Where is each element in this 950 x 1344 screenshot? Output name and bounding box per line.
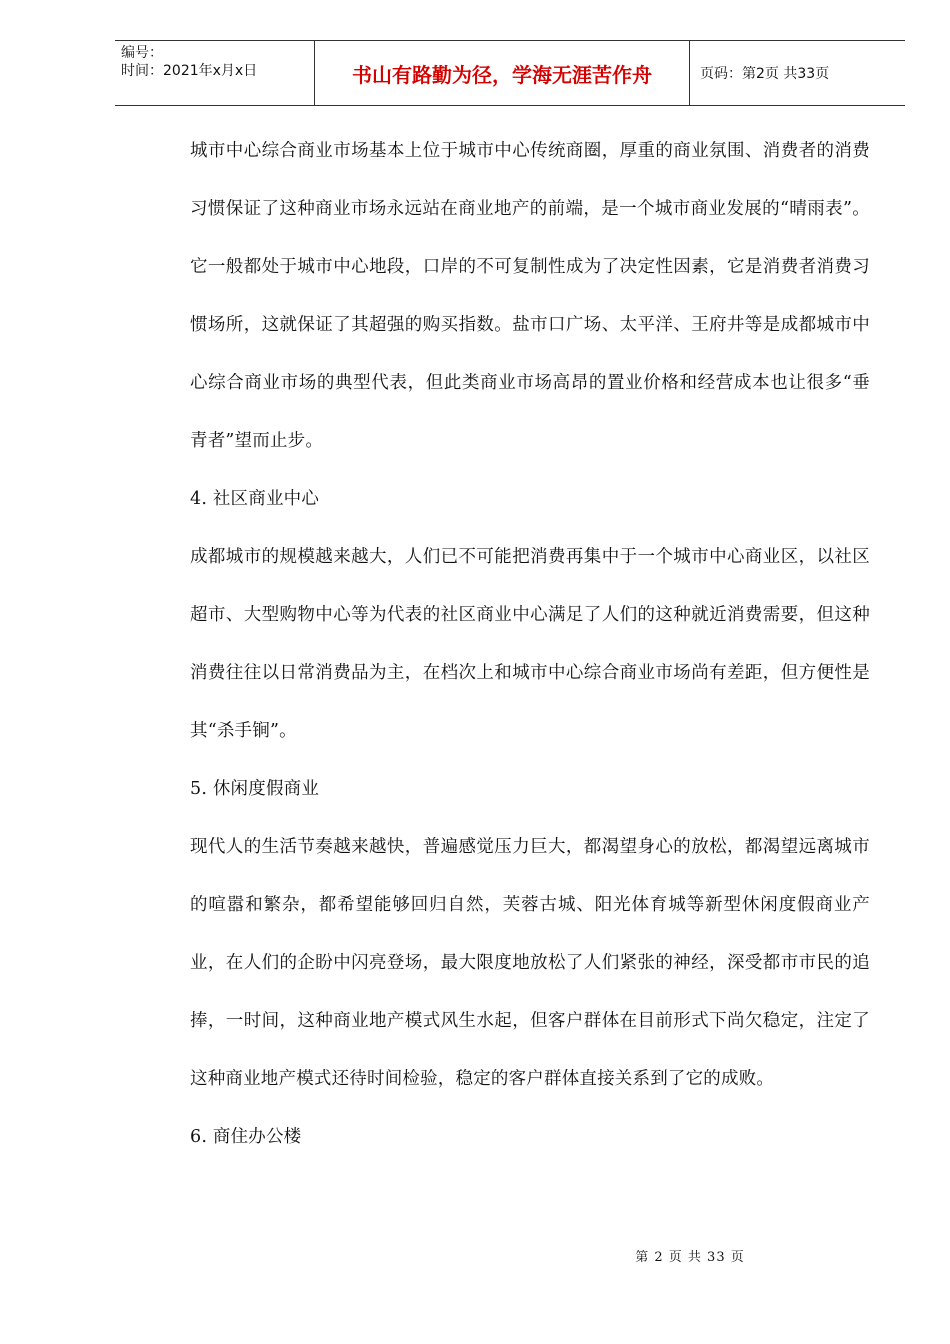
section-heading-5: 5. 休闲度假商业 xyxy=(190,779,320,799)
footer-page-number: 第 2 页 共 33 页 xyxy=(635,1250,745,1265)
header-page-info: 页码：第2页 共33页 xyxy=(700,66,830,82)
paragraph-city-center: 城市中心综合商业市场基本上位于城市中心传统商圈，厚重的商业氛围、消费者的消费习惯保证了这种商业市场永远站在商业地产的前端，是一个城市商业发展的“晴雨表”。它一般都处于城市中心地段，口岸的不可复制性成为了决定性因素，它是消费者消费习惯场所，这就保证了其超强的购买指数。盐市口广场、太平洋、王府井等是成都城市中心综合商业市场的典型代表，但此类商业市场高昂的置业价格和经营成本也让很多“垂青者”望而止步。 xyxy=(190,141,870,451)
document-body xyxy=(190,122,870,1166)
header-motto: 书山有路勤为径，学海无涯苦作舟 xyxy=(315,41,690,105)
page-footer xyxy=(0,1246,950,1265)
paragraph-community: 成都城市的规模越来越大，人们已不可能把消费再集中于一个城市中心商业区，以社区超市、大型购物中心等为代表的社区商业中心满足了人们的这种就近消费需要，但这种消费往往以日常消费品为主，在档次上和城市中心综合商业市场尚有差距，但方便性是其“杀手锏”。 xyxy=(190,547,870,741)
document-time: 时间：2021年x月x日 xyxy=(121,63,258,79)
section-heading-6: 6. 商住办公楼 xyxy=(190,1127,302,1147)
paragraph-leisure: 现代人的生活节奏越来越快，普遍感觉压力巨大，都渴望身心的放松，都渴望远离城市的喧嚣和繁杂，都希望能够回归自然，芙蓉古城、阳光体育城等新型休闲度假商业产业，在人们的企盼中闪亮登场，最大限度地放松了人们紧张的神经，深受都市市民的追捧，一时间，这种商业地产模式风生水起，但客户群体在目前形式下尚欠稳定，注定了这种商业地产模式还待时间检验，稳定的客户群体直接关系到了它的成败。 xyxy=(190,837,870,1089)
section-heading-4: 4. 社区商业中心 xyxy=(190,489,320,509)
header-meta xyxy=(115,41,315,105)
page-header xyxy=(115,40,905,106)
document-number: 编号： xyxy=(121,45,163,61)
